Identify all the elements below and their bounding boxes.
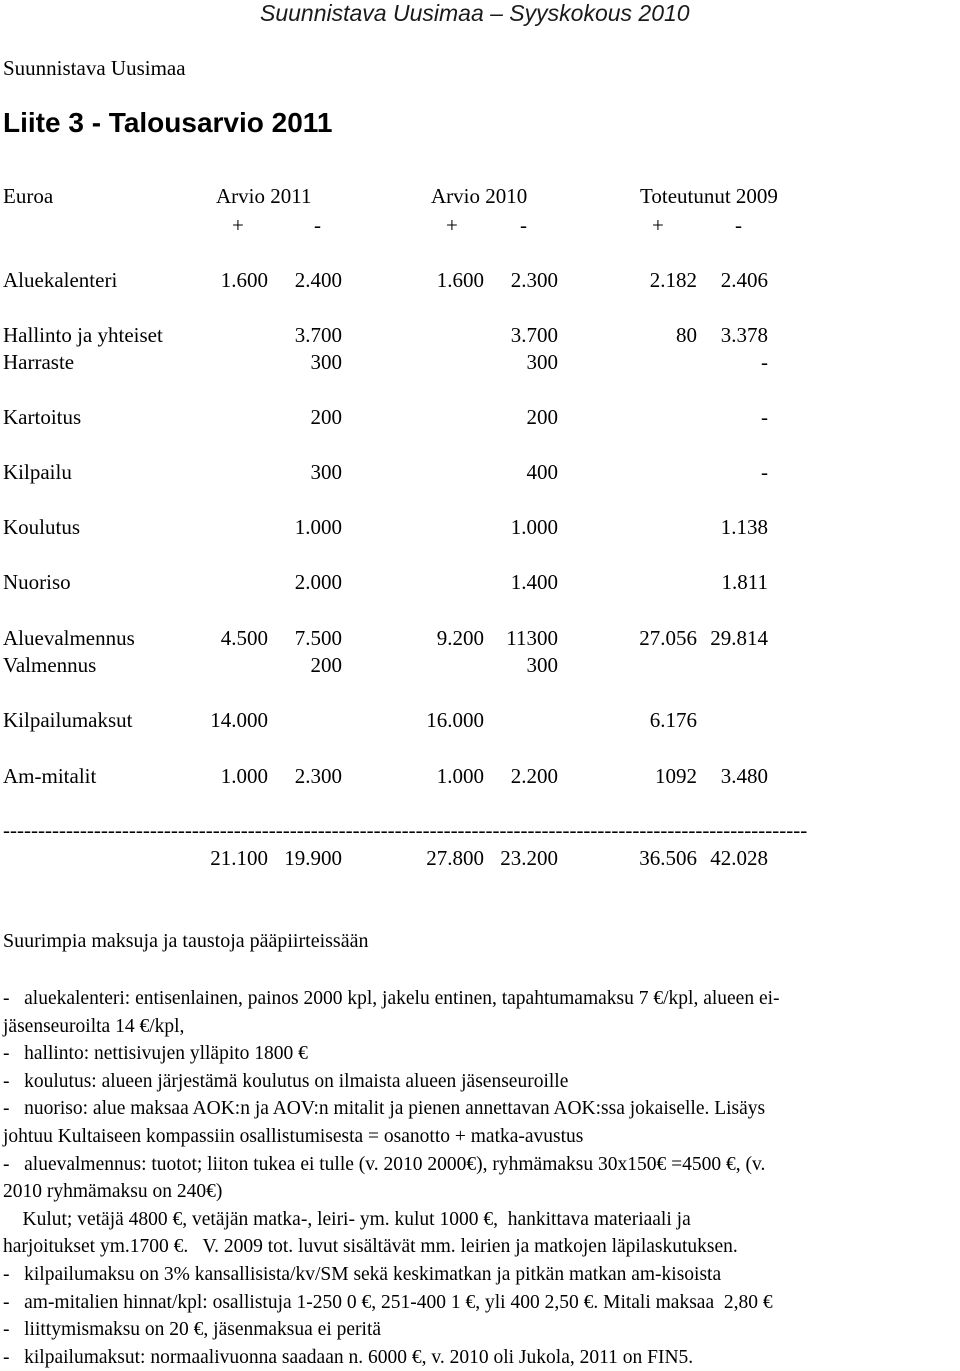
note-line: - aluevalmennus: tuotot; liiton tukea ei tulle (v. 2010 2000€), ryhmämaksu 30x150€ =4500 €, (v. [3, 1153, 766, 1175]
cell-a10m: 1.000 [510, 515, 558, 539]
cell-a10m: 400 [526, 460, 558, 484]
note-line: jäsenseuroilta 14 €/kpl, [3, 1015, 185, 1037]
note-line: johtuu Kultaiseen kompassiin osallistumisesta = osanotto + matka-avustus [3, 1125, 584, 1147]
note-line: - aluekalenteri: entisenlainen, painos 2000 kpl, jakelu entinen, tapahtumamaksu 7 €/kpl, alueen ei- [3, 988, 780, 1009]
note-line: - kilpailumaksu on 3% kansallisista/kv/SM sekä keskimatkan ja pitkän matkan am-kisoista [3, 1263, 722, 1285]
column-header-row [0, 184, 960, 212]
total-toteutunut-2009-minus: 42.028 [710, 846, 768, 870]
document-header: Suunnistava Uusimaa – Syyskokous 2010 [260, 0, 690, 26]
note-line: - liittymismaksu on 20 €, jäsenmaksua ei peritä [3, 1319, 382, 1341]
total-arvio-2010-plus: 27.800 [426, 846, 484, 870]
cell-t09m: 2.406 [720, 268, 768, 292]
cell-a11m: 300 [310, 350, 342, 374]
cell-a10p: 1.600 [436, 268, 484, 292]
total-toteutunut-2009-plus: 36.506 [639, 846, 697, 870]
note-line: - hallinto: nettisivujen ylläpito 1800 € [3, 1043, 308, 1065]
note-line: - koulutus: alueen järjestämä koulutus on ilmaista alueen jäsenseuroille [3, 1070, 569, 1092]
row-label: Valmennus [3, 653, 97, 677]
notes-heading: Suurimpia maksuja ja taustoja pääpiirteissään [3, 930, 369, 952]
row-label: Aluekalenteri [3, 268, 118, 292]
total-arvio-2010-minus: 23.200 [500, 846, 558, 870]
cell-t09p: 6.176 [649, 708, 697, 732]
organization-name: Suunnistava Uusimaa [3, 56, 186, 80]
cell-t09m: 3.480 [720, 764, 768, 788]
budget-row [0, 570, 960, 598]
cell-a11m: 2.300 [294, 764, 342, 788]
cell-a10p: 9.200 [436, 626, 484, 650]
cell-a10m: 300 [526, 350, 558, 374]
cell-a11m: 200 [310, 653, 342, 677]
budget-row [0, 268, 960, 296]
budget-row [0, 515, 960, 543]
budget-row [0, 708, 960, 736]
budget-row [0, 405, 960, 433]
note-line: - am-mitalien hinnat/kpl: osallistuja 1-250 0 €, 251-400 1 €, yli 400 2,50 €. Mitali maksaa 2,80 € [3, 1291, 773, 1313]
cell-a10p: 1.000 [436, 764, 484, 788]
note-line: harjoitukset ym.1700 €. V. 2009 tot. luvut sisältävät mm. leirien ja matkojen läpilaskutuksen. [3, 1236, 738, 1258]
cell-t09m: 29.814 [710, 626, 768, 650]
budget-row [0, 653, 960, 681]
cell-a10m: 200 [526, 405, 558, 429]
row-label: Hallinto ja yhteiset [3, 323, 163, 347]
plus-sign: + [232, 213, 244, 237]
cell-a11p: 4.500 [220, 626, 268, 650]
budget-row [0, 460, 960, 488]
cell-a10p: 16.000 [426, 708, 484, 732]
row-label: Kartoitus [3, 405, 82, 429]
minus-sign: - [735, 213, 742, 237]
notes-list [3, 985, 955, 1371]
totals-row [0, 846, 960, 874]
total-arvio-2011-minus: 19.900 [284, 846, 342, 870]
cell-a11p: 14.000 [210, 708, 268, 732]
column-arvio-2010: Arvio 2010 [431, 184, 528, 208]
cell-t09p: 80 [676, 323, 697, 347]
row-label: Harraste [3, 350, 75, 374]
note-line: - kilpailumaksut: normaalivuonna saadaan n. 6000 €, v. 2010 oli Jukola, 2011 on FIN5. [3, 1346, 694, 1368]
budget-row [0, 764, 960, 792]
sign-header-row [0, 213, 960, 241]
page-title: Liite 3 - Talousarvio 2011 [3, 107, 333, 138]
cell-a11m: 3.700 [294, 323, 342, 347]
row-label: Nuoriso [3, 570, 71, 594]
cell-a11p: 1.600 [220, 268, 268, 292]
cell-a11m: 1.000 [294, 515, 342, 539]
row-label: Kilpailumaksut [3, 708, 133, 732]
note-line: Kulut; vetäjä 4800 €, vetäjän matka-, leiri- ym. kulut 1000 €, hankittava materiaali ja [3, 1208, 691, 1230]
cell-t09p: 1092 [655, 764, 697, 788]
cell-t09m: 1.138 [720, 515, 768, 539]
cell-t09m: 3.378 [720, 323, 768, 347]
row-label: Aluevalmennus [3, 626, 135, 650]
cell-a10m: 1.400 [510, 570, 558, 594]
row-label: Kilpailu [3, 460, 72, 484]
cell-t09p: 2.182 [649, 268, 697, 292]
cell-t09m: - [761, 460, 768, 484]
unit-label: Euroa [3, 184, 54, 208]
cell-a10m: 11300 [506, 626, 558, 650]
minus-sign: - [314, 213, 321, 237]
row-label: Am-mitalit [3, 764, 97, 788]
cell-t09m: - [761, 405, 768, 429]
budget-row [0, 626, 960, 654]
column-toteutunut-2009: Toteutunut 2009 [640, 184, 778, 208]
cell-a11m: 200 [310, 405, 342, 429]
cell-a11m: 7.500 [294, 626, 342, 650]
column-arvio-2011: Arvio 2011 [216, 184, 312, 208]
minus-sign: - [520, 213, 527, 237]
cell-a10m: 2.300 [510, 268, 558, 292]
cell-a11m: 300 [310, 460, 342, 484]
cell-a11m: 2.000 [294, 570, 342, 594]
cell-a11m: 2.400 [294, 268, 342, 292]
budget-row [0, 350, 960, 378]
row-label: Koulutus [3, 515, 81, 539]
separator-line: ------------------------------------------------------------------------------------------------------------------- [3, 818, 808, 842]
cell-t09m: - [761, 350, 768, 374]
note-line: - nuoriso: alue maksaa AOK:n ja AOV:n mitalit ja pienen annettavan AOK:ssa jokaiselle. Lisäys [3, 1098, 766, 1120]
total-arvio-2011-plus: 21.100 [210, 846, 268, 870]
cell-a10m: 3.700 [510, 323, 558, 347]
plus-sign: + [446, 213, 458, 237]
cell-a10m: 2.200 [510, 764, 558, 788]
cell-a10m: 300 [526, 653, 558, 677]
budget-row [0, 323, 960, 351]
note-line: 2010 ryhmämaksu on 240€) [3, 1181, 223, 1203]
cell-t09m: 1.811 [721, 570, 768, 594]
cell-t09p: 27.056 [639, 626, 697, 650]
plus-sign: + [652, 213, 664, 237]
cell-a11p: 1.000 [220, 764, 268, 788]
